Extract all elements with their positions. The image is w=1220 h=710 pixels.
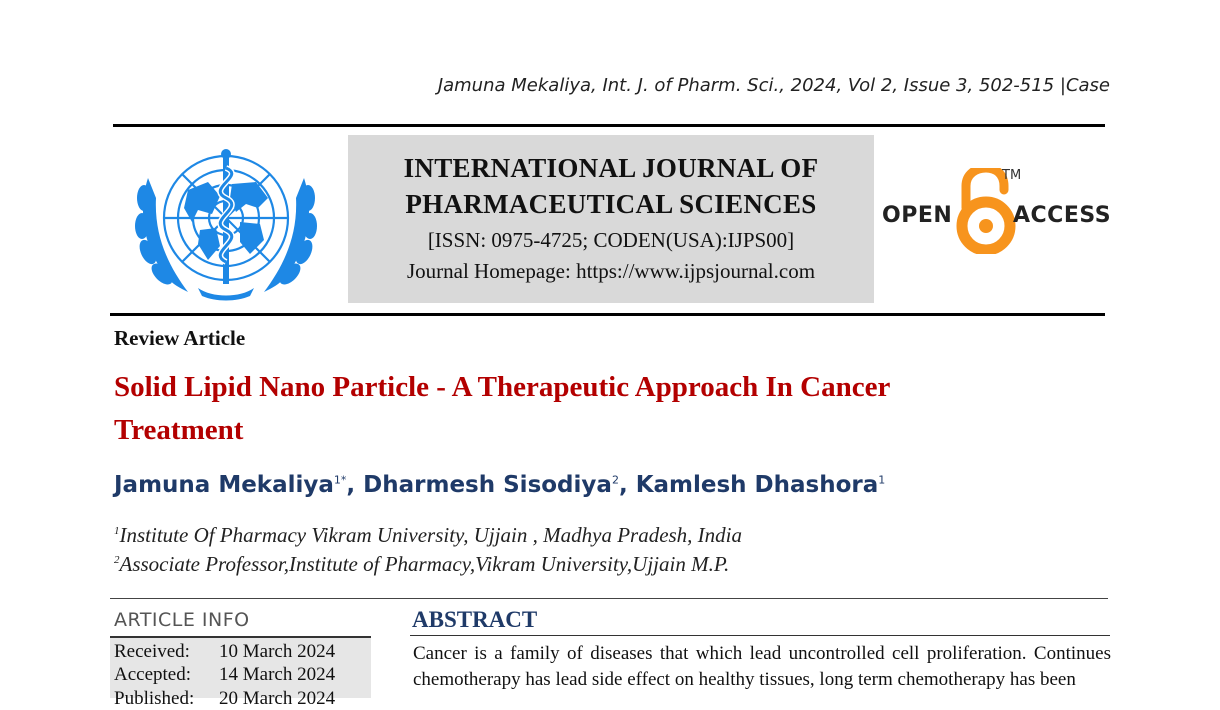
journal-title-line-1: INTERNATIONAL JOURNAL OF (403, 153, 819, 183)
open-access-word-access: ACCESS (1013, 203, 1112, 228)
author-superscript: 1 (878, 473, 886, 487)
affiliation-number: 1 (114, 525, 120, 537)
abstract-text: Cancer is a family of diseases that which lead uncontrolled cell proliferation. Continues chemotherapy has lead side effect on healthy tissues, long term chemotherapy has been (413, 643, 1111, 690)
section-divider (110, 598, 1108, 599)
author-superscript: 2 (611, 473, 619, 487)
author-name: Jamuna Mekaliya (114, 472, 334, 498)
masthead-bottom-rule (110, 313, 1105, 316)
who-emblem-icon (128, 138, 324, 304)
author-list: Jamuna Mekaliya$^{1*}$, Dharmesh Sisodiya$^2$, Kamlesh Dhashora$^1$ (114, 472, 886, 498)
info-label: Published: (114, 688, 195, 709)
info-row-accepted (114, 664, 335, 686)
author-name: Dharmesh Sisodiya (363, 472, 612, 498)
info-row-published (114, 688, 335, 710)
author-superscript: 1* (333, 473, 347, 487)
trademark-symbol: TM (1002, 168, 1022, 183)
affiliation (114, 523, 742, 548)
affiliation-text: Institute Of Pharmacy Vikram University, Ujjain , Madhya Pradesh, India (119, 523, 743, 547)
author-name: Kamlesh Dhashora (635, 472, 879, 498)
journal-masthead (348, 135, 874, 303)
abstract-heading: ABSTRACT (412, 607, 538, 632)
affiliation-text: Associate Professor,Institute of Pharmacy,Vikram University,Ujjain M.P. (119, 552, 730, 576)
info-row-received (114, 641, 335, 663)
info-value: 20 March 2024 (219, 688, 336, 709)
affiliation (114, 552, 729, 577)
info-value: 14 March 2024 (219, 664, 336, 685)
top-rule (113, 124, 1105, 127)
journal-title-line-2: PHARMACEUTICAL SCIENCES (405, 189, 817, 219)
article-type: Review Article (114, 326, 246, 350)
affiliation-number: 2 (114, 554, 120, 566)
abstract-rule (410, 635, 1110, 636)
article-info-heading: ARTICLE INFO (114, 609, 250, 631)
open-access-logo (880, 166, 1110, 256)
info-label: Accepted: (114, 664, 192, 685)
info-label: Received: (114, 641, 190, 662)
journal-issn: [ISSN: 0975-4725; CODEN(USA):IJPS00] (427, 228, 795, 252)
info-value: 10 March 2024 (219, 641, 336, 662)
journal-homepage: Journal Homepage: https://www.ijpsjournal.com (406, 259, 816, 283)
open-access-word-open: OPEN (882, 203, 953, 228)
paper-title: Solid Lipid Nano Particle - A Therapeutic Approach In Cancer Treatment (114, 371, 890, 446)
running-head: Jamuna Mekaliya, Int. J. of Pharm. Sci., 2024, Vol 2, Issue 3, 502-515 |Case (437, 75, 1110, 96)
